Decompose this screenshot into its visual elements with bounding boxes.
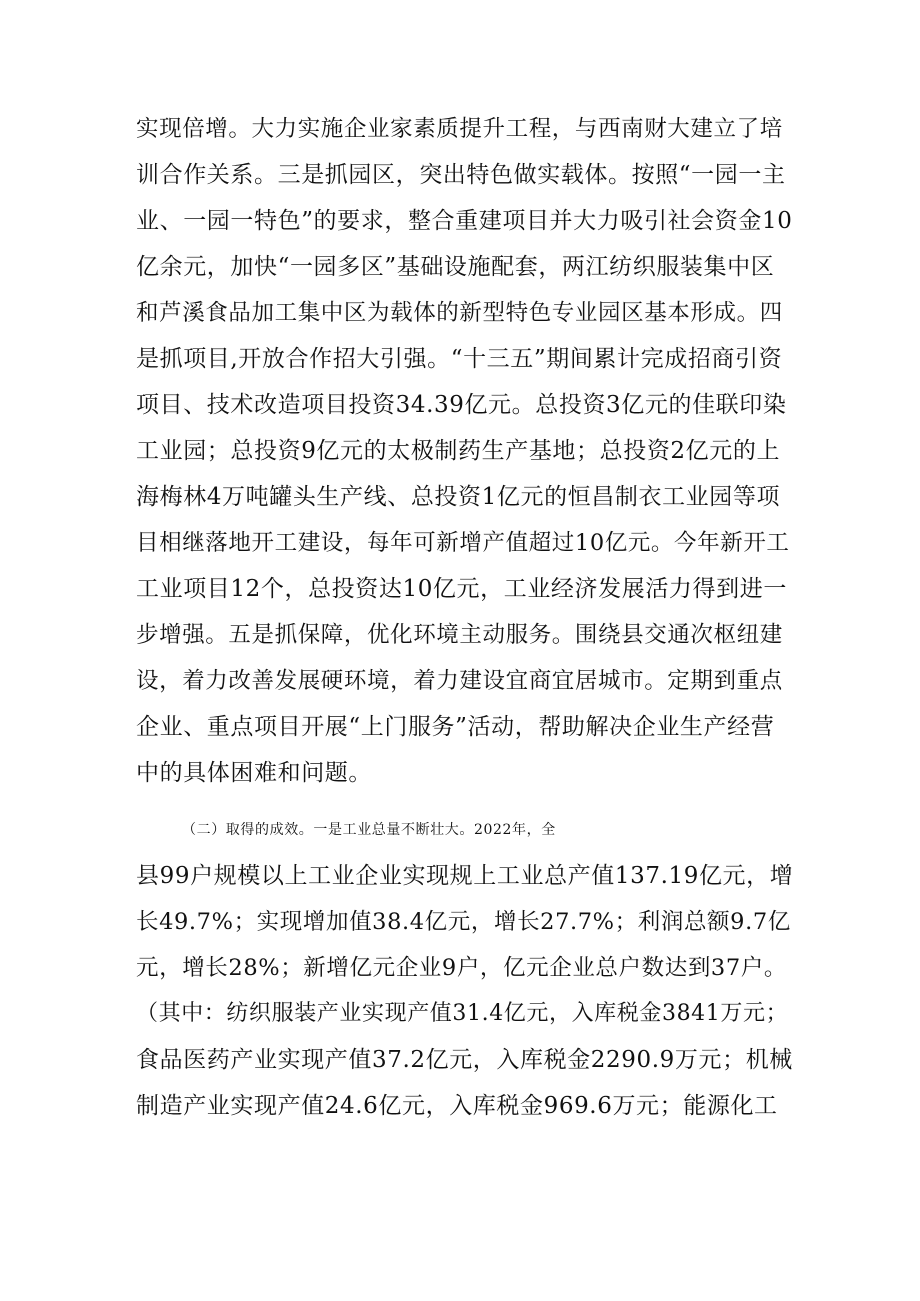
text-line: 工业项目12个，总投资达10亿元，工业经济发展活力得到进一 — [136, 576, 787, 602]
text-line: （二）取得的成效。一是工业总量不断壮大。2022年，全 — [182, 822, 556, 838]
text-line: 制造产业实现产值24.6亿元，入库税金969.6万元；能源化工 — [136, 1093, 778, 1119]
text-line: 项目、技术改造项目投资34.39亿元。总投资3亿元的佳联印染 — [136, 392, 787, 418]
text-line: 设，着力改善发展硬环境，着力建设宜商宜居城市。定期到重点 — [136, 668, 783, 694]
text-line: 长49.7%；实现增加值38.4亿元，增长27.7%；利润总额9.7亿 — [136, 909, 791, 935]
text-line: 和芦溪食品加工集中区为载体的新型特色专业园区基本形成。四 — [136, 300, 783, 326]
text-line: 业、一园一特色”的要求，整合重建项目并大力吸引社会资金10 — [136, 208, 793, 234]
text-line: 目相继落地开工建设，每年可新增产值超过10亿元。今年新开工 — [136, 530, 790, 556]
text-line: 企业、重点项目开展“上门服务”活动，帮助解决企业生产经营 — [136, 714, 775, 740]
text-line: 亿余元，加快“一园多区”基础设施配套，两江纺织服装集中区 — [136, 254, 775, 280]
text-line: （其中：纺织服装产业实现产值31.4亿元，入库税金3841万元； — [136, 1001, 789, 1026]
text-line: 县99户规模以上工业企业实现规上工业总产值137.19亿元，增 — [136, 863, 794, 889]
text-line: 训合作关系。三是抓园区，突出特色做实载体。按照“一园一主 — [136, 162, 786, 188]
text-line: 实现倍增。大力实施企业家素质提升工程，与西南财大建立了培 — [136, 116, 783, 142]
text-line: 中的具体困难和问题。 — [136, 760, 372, 786]
text-line: 海梅林4万吨罐头生产线、总投资1亿元的恒昌制衣工业园等项 — [136, 484, 781, 510]
text-line: 是抓项目,开放合作招大引强。“十三五”期间累计完成招商引资 — [136, 346, 783, 372]
text-line: 元，增长28%；新增亿元企业9户，亿元企业总户数达到37户。 — [136, 955, 787, 981]
text-line: 食品医药产业实现产值37.2亿元，入库税金2290.9万元；机械 — [136, 1047, 793, 1073]
text-line: 工业园；总投资9亿元的太极制药生产基地；总投资2亿元的上 — [136, 438, 781, 464]
text-line: 步增强。五是抓保障，优化环境主动服务。围绕县交通次枢纽建 — [136, 622, 783, 648]
